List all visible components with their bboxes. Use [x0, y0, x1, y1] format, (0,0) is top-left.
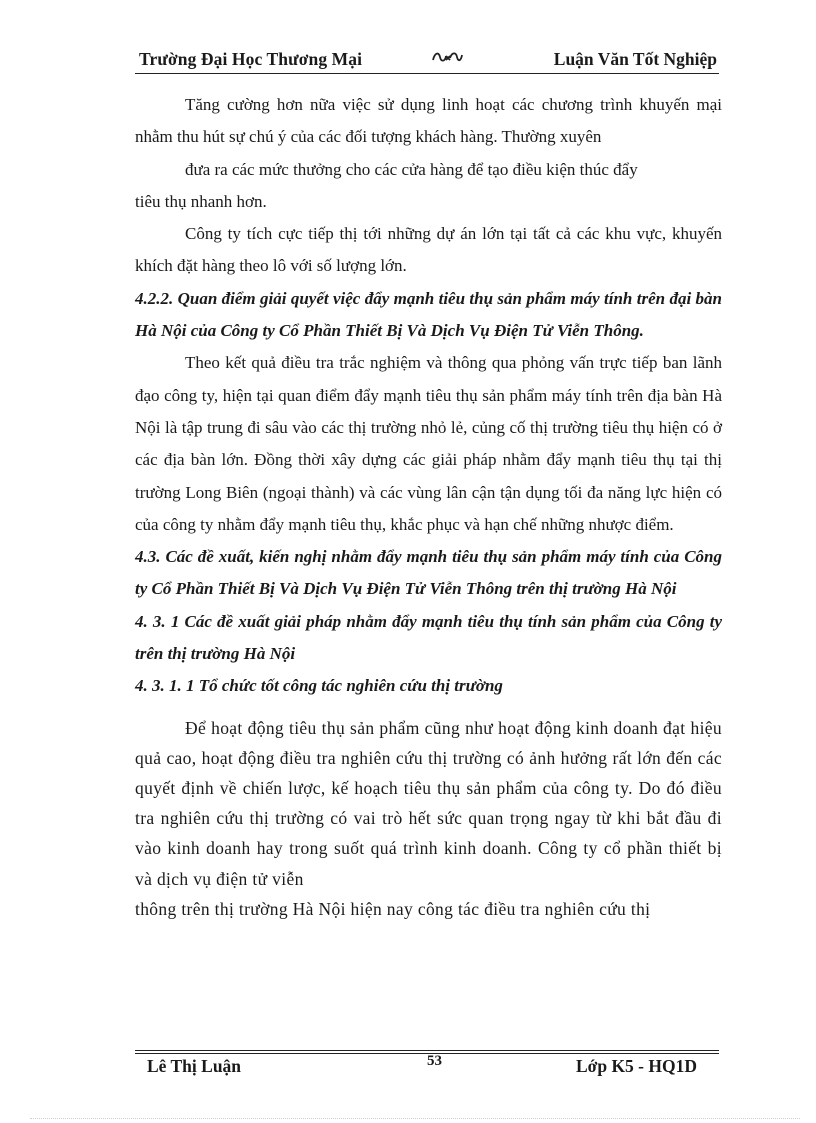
page-edge-divider	[30, 1118, 800, 1119]
header-school: Trường Đại Học Thương Mại	[139, 49, 363, 69]
heading-4-3-1: 4. 3. 1 Các đề xuất giải pháp nhằm đẩy mạnh tiêu thụ tính sản phẩm của Công ty trên thị trường Hà Nội	[135, 611, 722, 664]
ornament-icon	[431, 50, 463, 64]
footer-class: Lớp K5 - HQ1D	[575, 1056, 697, 1076]
paragraph-marketing: Công ty tích cực tiếp thị tới những dự án lớn tại tất cả các khu vực, khuyến khích đặt hàng theo lô với số lượng lớn.	[135, 224, 722, 276]
header-thesis: Luận Văn Tốt Nghiệp	[553, 49, 717, 69]
page-footer	[135, 1053, 719, 1083]
footer-author: Lê Thị Luận	[147, 1056, 242, 1076]
paragraph-text: Tăng cường hơn nữa việc sử dụng linh hoạt các chương trình khuyến mại nhằm thu hút sự chú ý của các đối tượng khách hàng. Thường xuyên	[135, 95, 722, 147]
header-ornament	[431, 50, 463, 69]
heading-4-3: 4.3. Các đề xuất, kiến nghị nhằm đẩy mạnh tiêu thụ sản phẩm máy tính của Công ty Cổ Phần Thiết Bị Và Dịch Vụ Điện Tử Viễn Thông trên thị trường Hà Nội	[135, 547, 722, 599]
heading-4-2-2: 4.2.2. Quan điểm giải quyết việc đẩy mạnh tiêu thụ sản phẩm máy tính trên đại bàn Hà Nội của Công ty Cổ Phần Thiết Bị Và Dịch Vụ Điện Tử Viễn Thông.	[135, 288, 722, 341]
page-number: 53	[427, 1053, 442, 1069]
page-header	[135, 48, 719, 72]
footer-rule-top	[135, 1050, 719, 1051]
spacer	[135, 703, 722, 713]
header-rule	[135, 73, 719, 74]
paragraph-promotion	[135, 89, 722, 154]
paragraph-market-research-end: thông trên thị trường Hà Nội hiện nay công tác điều tra nghiên cứu thị	[135, 898, 651, 919]
paragraph-promotion-cont: đưa ra các mức thưởng cho các cửa hàng để tạo điều kiện thúc đẩy	[185, 159, 638, 179]
heading-4-3-1-1: 4. 3. 1. 1 Tổ chức tốt công tác nghiên cứu thị trường	[135, 676, 503, 696]
paragraph-survey: Theo kết quả điều tra trắc nghiệm và thông qua phỏng vấn trực tiếp ban lãnh đạo công ty, hiện tại quan điểm đẩy mạnh tiêu thụ sản phẩm máy tính trên địa bàn Hà Nội là tập trung đi sâu vào các thị trường nhỏ lẻ, củng cố thị trường tiêu thụ hiện có ở các địa bàn lớn. Đồng thời xây dựng các giải pháp nhằm đẩy mạnh tiêu thụ tại thị trường Long Biên (ngoại thành) và các vùng lân cận tận dụng tối đa năng lực hiện có của công ty nhằm đẩy mạnh tiêu thụ, khắc phục và hạn chế những nhược điểm.	[135, 353, 722, 534]
paragraph-promotion-end: tiêu thụ nhanh hơn.	[135, 191, 267, 211]
paragraph-market-research: Để hoạt động tiêu thụ sản phẩm cũng như hoạt động kinh doanh đạt hiệu quả cao, hoạt động điều tra nghiên cứu thị trường có ảnh hưởng rất lớn đến các quyết định về chiến lược, kế hoạch tiêu thụ sản phẩm của công ty. Do đó điều tra nghiên cứu thị trường có vai trò hết sức quan trọng ngay từ khi bắt đầu đi vào kinh doanh hay trong suốt quá trình kinh doanh. Công ty cổ phần thiết bị và dịch vụ điện tử viễn	[135, 717, 722, 889]
page-body	[135, 89, 722, 924]
